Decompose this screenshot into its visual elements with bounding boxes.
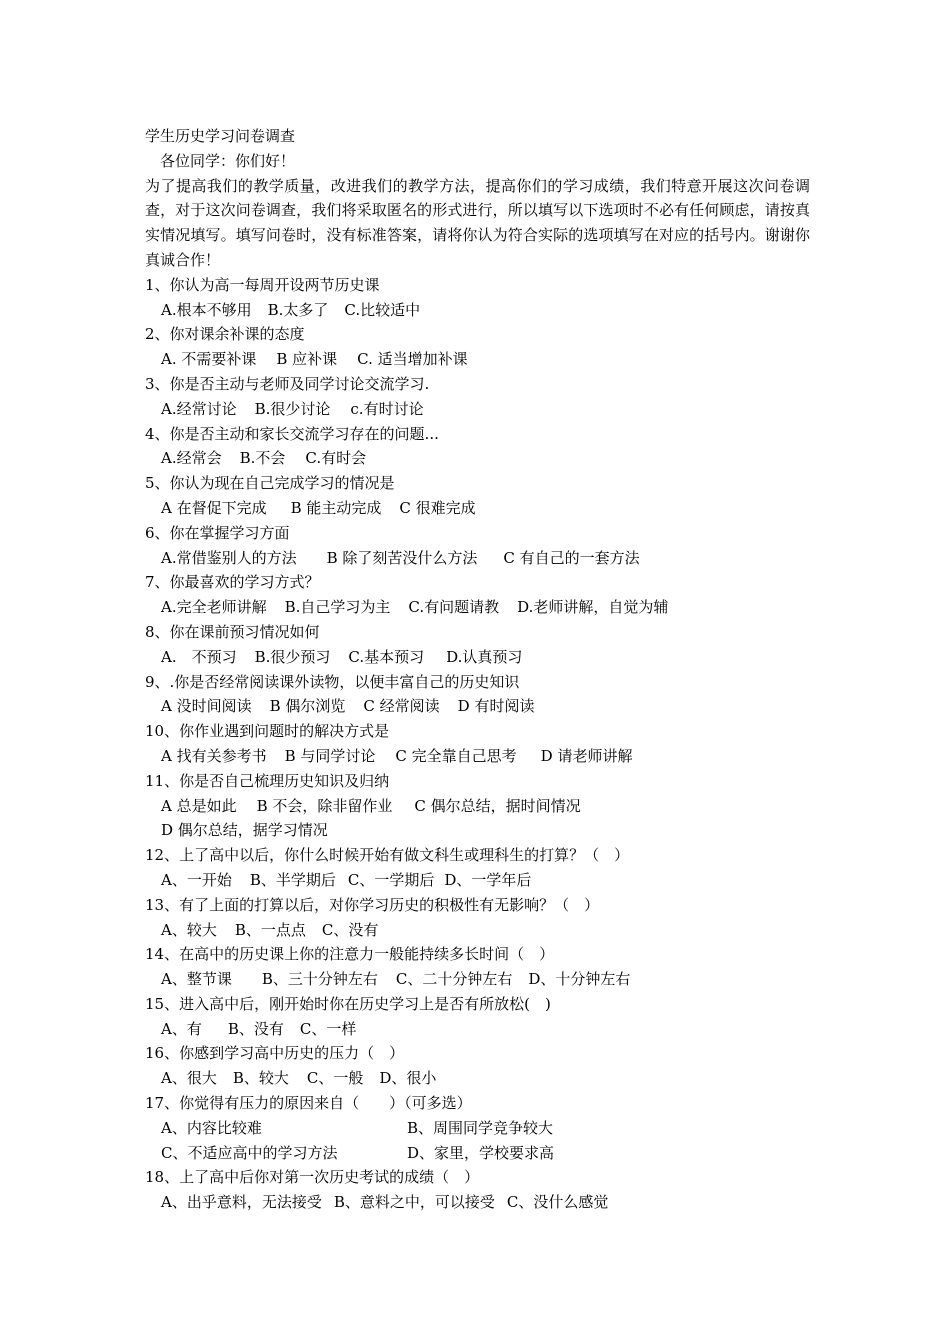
option-item: C 经常阅读 bbox=[363, 697, 440, 716]
option-item: D、一学年后 bbox=[444, 870, 532, 889]
option-item: D、家里，学校要求高 bbox=[407, 1143, 555, 1162]
question-text: 5、你认为现在自己完成学习的情况是 bbox=[145, 474, 395, 493]
question-text: 18、上了高中后你对第一次历史考试的成绩（ ） bbox=[145, 1168, 480, 1187]
option-item: A、较大 bbox=[161, 920, 217, 939]
option-item: A 找有关参考书 bbox=[161, 746, 267, 765]
option-item: A、内容比较难 bbox=[161, 1118, 262, 1137]
option-item: C、不适应高中的学习方法 bbox=[161, 1143, 338, 1162]
question-text: 1、你认为高一每周开设两节历史课 bbox=[145, 275, 380, 294]
option-item: B、一点点 bbox=[234, 920, 306, 939]
question-text: 3、你是否主动与老师及同学讨论交流学习. bbox=[145, 374, 430, 393]
option-row bbox=[145, 1066, 810, 1091]
option-row bbox=[145, 1190, 810, 1215]
option-item: B.很少预习 bbox=[254, 647, 331, 666]
option-item: B、周围同学竞争较大 bbox=[407, 1118, 554, 1137]
option-item: C、一学期后 bbox=[347, 870, 435, 889]
option-item: A、很大 bbox=[161, 1069, 217, 1088]
document-title: 学生历史学习问卷调查 bbox=[145, 127, 296, 145]
option-item: B、没有 bbox=[227, 1019, 284, 1038]
option-item: D、十分钟左右 bbox=[528, 970, 631, 989]
option-item: B、半学期后 bbox=[249, 870, 336, 889]
option-item: C.基本预习 bbox=[348, 647, 425, 666]
option-item: B.太多了 bbox=[267, 300, 329, 319]
question-text: 13、有了上面的打算以后，对你学习历史的积极性有无影响？（ ） bbox=[145, 895, 600, 914]
option-item: B 除了刻苦没什么方法 bbox=[326, 548, 478, 567]
option-row bbox=[145, 397, 810, 422]
option-row bbox=[145, 1141, 810, 1166]
option-row bbox=[145, 868, 810, 893]
option-item: A. 不预习 bbox=[161, 647, 237, 666]
option-item: C 偶尔总结，据时间情况 bbox=[414, 796, 581, 815]
option-item: B 偶尔浏览 bbox=[269, 697, 346, 716]
question-text: 17、你觉得有压力的原因来自（ ）（可多选） bbox=[145, 1094, 472, 1113]
option-item: C 有自己的一套方法 bbox=[503, 548, 640, 567]
question-text: 4、你是否主动和家长交流学习存在的问题... bbox=[145, 424, 439, 443]
question-list bbox=[145, 273, 810, 1215]
option-item: B.不会 bbox=[239, 449, 286, 468]
questionnaire-document bbox=[145, 124, 810, 1215]
option-item: A 没时间阅读 bbox=[161, 697, 252, 716]
option-item: C、二十分钟左右 bbox=[395, 970, 513, 989]
question-text: 8、你在课前预习情况如何 bbox=[145, 622, 320, 641]
option-row bbox=[145, 446, 810, 471]
option-item: A、整节课 bbox=[161, 970, 232, 989]
option-item: A 在督促下完成 bbox=[161, 498, 267, 517]
option-item: c.有时讨论 bbox=[350, 399, 424, 418]
option-item: D.认真预习 bbox=[446, 647, 523, 666]
question-text: 2、你对课余补课的态度 bbox=[145, 325, 305, 344]
option-row bbox=[145, 967, 810, 992]
option-row bbox=[145, 818, 810, 843]
option-item: C、没什么感觉 bbox=[506, 1193, 609, 1212]
option-item: C、没有 bbox=[321, 920, 379, 939]
option-item: A、一开始 bbox=[161, 870, 232, 889]
option-item: B、意料之中，可以接受 bbox=[333, 1193, 495, 1212]
option-item: A.经常讨论 bbox=[161, 399, 237, 418]
question-text: 12、上了高中以后，你什么时候开始有做文科生或理科生的打算？（ ） bbox=[145, 846, 630, 865]
option-row bbox=[145, 645, 810, 670]
option-row bbox=[145, 1116, 810, 1141]
question-text: 9、.你是否经常阅读课外读物，以便丰富自己的历史知识 bbox=[145, 672, 520, 691]
option-item: B.自己学习为主 bbox=[284, 598, 391, 617]
option-item: B 能主动完成 bbox=[290, 498, 382, 517]
option-row bbox=[145, 595, 810, 620]
option-item: B、三十分钟左右 bbox=[261, 970, 378, 989]
option-item: A、出乎意料，无法接受 bbox=[161, 1193, 322, 1212]
option-row bbox=[145, 546, 810, 571]
option-item: B 不会，除非留作业 bbox=[256, 796, 393, 815]
option-item: B 应补课 bbox=[276, 350, 338, 369]
option-item: C.有问题请教 bbox=[408, 598, 500, 617]
option-row bbox=[145, 694, 810, 719]
question-text: 6、你在掌握学习方面 bbox=[145, 523, 290, 542]
option-item: C 完全靠自己思考 bbox=[395, 746, 517, 765]
question-text: 14、在高中的历史课上你的注意力一般能持续多长时间（ ） bbox=[145, 945, 555, 964]
option-item: A.完全老师讲解 bbox=[161, 598, 267, 617]
option-item: A.常借鉴别人的方法 bbox=[161, 548, 297, 567]
option-item: C 很难完成 bbox=[399, 498, 476, 517]
option-row bbox=[145, 298, 810, 323]
option-row bbox=[145, 794, 810, 819]
option-row bbox=[145, 918, 810, 943]
option-row bbox=[145, 1017, 810, 1042]
intro-paragraph: 为了提高我们的教学质量，改进我们的教学方法，提高你们的学习成绩，我们特意开展这次问卷调查，对于这次问卷调查，我们将采取匿名的形式进行，所以填写以下选项时不必有任何顾虑，请按真实情况填写。填写问卷时，没有标准答案，请将你认为符合实际的选项填写在对应的括号内。谢谢你真诚合作！ bbox=[145, 176, 810, 269]
option-item: C、一样 bbox=[299, 1019, 357, 1038]
option-item: D.老师讲解，自觉为辅 bbox=[517, 598, 669, 617]
option-item: C.比较适中 bbox=[344, 300, 421, 319]
option-item: A、有 bbox=[161, 1019, 202, 1038]
question-text: 16、你感到学习高中历史的压力（ ） bbox=[145, 1044, 405, 1063]
question-text: 11、你是否自己梳理历史知识及归纳 bbox=[145, 771, 390, 790]
option-item: D 偶尔总结，据学习情况 bbox=[161, 821, 328, 840]
greeting: 各位同学：你们好！ bbox=[160, 151, 296, 170]
option-item: B、较大 bbox=[232, 1069, 289, 1088]
option-item: C.有时会 bbox=[305, 449, 367, 468]
question-text: 7、你最喜欢的学习方式？ bbox=[145, 573, 320, 592]
option-item: D、很小 bbox=[379, 1069, 437, 1088]
option-item: A. 不需要补课 bbox=[161, 350, 257, 369]
option-item: A.经常会 bbox=[161, 449, 222, 468]
option-item: A.根本不够用 bbox=[161, 300, 252, 319]
option-row bbox=[145, 347, 810, 372]
option-item: D 有时阅读 bbox=[457, 697, 535, 716]
option-item: B 与同学讨论 bbox=[284, 746, 376, 765]
option-item: C、一般 bbox=[306, 1069, 364, 1088]
question-text: 15、进入高中后，刚开始时你在历史学习上是否有所放松( ) bbox=[145, 994, 551, 1013]
option-item: C. 适当增加补课 bbox=[357, 350, 468, 369]
option-row bbox=[145, 496, 810, 521]
option-item: A 总是如此 bbox=[161, 796, 237, 815]
option-item: D 请老师讲解 bbox=[540, 746, 633, 765]
question-text: 10、你作业遇到问题时的解决方式是 bbox=[145, 722, 390, 741]
option-item: B.很少讨论 bbox=[254, 399, 331, 418]
option-row bbox=[145, 744, 810, 769]
